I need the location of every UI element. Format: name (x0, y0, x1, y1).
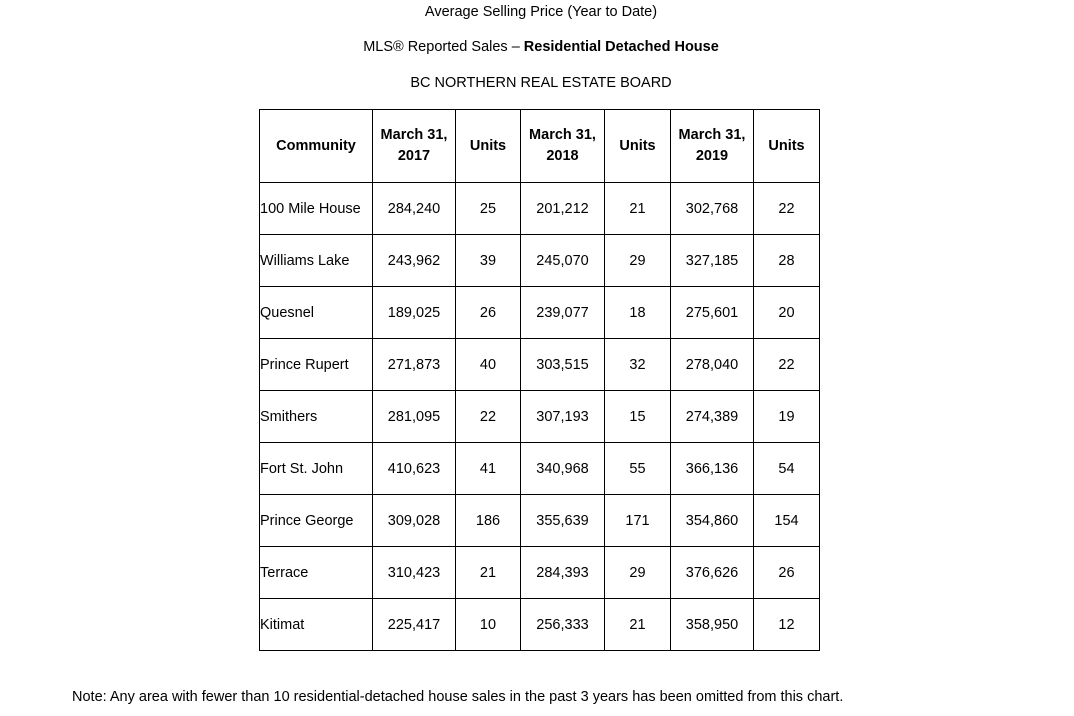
price-cell: 410,623 (373, 443, 456, 495)
price-cell: 278,040 (671, 339, 754, 391)
column-header-line: Units (469, 137, 507, 154)
subtitle-property-type: Residential Detached House (523, 39, 719, 55)
table-row (260, 235, 820, 287)
price-cell: 310,423 (373, 547, 456, 599)
price-cell: 327,185 (671, 235, 754, 287)
units-cell: 22 (754, 183, 820, 235)
table-row (260, 287, 820, 339)
community-cell: 100 Mile House (260, 183, 373, 235)
column-header-line: March 31, (380, 127, 448, 143)
column-header (671, 110, 754, 183)
units-cell: 39 (456, 235, 521, 287)
price-cell: 366,136 (671, 443, 754, 495)
column-header (754, 110, 820, 183)
units-cell: 22 (456, 391, 521, 443)
price-cell: 275,601 (671, 287, 754, 339)
column-header-line: 2017 (397, 148, 431, 164)
units-cell: 20 (754, 287, 820, 339)
column-header-line: Units (768, 137, 805, 154)
price-cell: 271,873 (373, 339, 456, 391)
price-cell: 355,639 (521, 495, 605, 547)
units-cell: 26 (754, 547, 820, 599)
units-cell: 21 (605, 183, 671, 235)
sales-table (259, 109, 820, 651)
units-cell: 55 (605, 443, 671, 495)
units-cell: 32 (605, 339, 671, 391)
price-cell: 307,193 (521, 391, 605, 443)
column-header-line: 2018 (546, 148, 579, 164)
units-cell: 154 (754, 495, 820, 547)
community-cell: Prince George (260, 495, 373, 547)
units-cell: 186 (456, 495, 521, 547)
price-cell: 303,515 (521, 339, 605, 391)
units-cell: 28 (754, 235, 820, 287)
column-header (456, 110, 521, 183)
column-header (373, 110, 456, 183)
price-cell: 376,626 (671, 547, 754, 599)
column-header (521, 110, 605, 183)
units-cell: 19 (754, 391, 820, 443)
units-cell: 21 (456, 547, 521, 599)
community-cell: Prince Rupert (260, 339, 373, 391)
units-cell: 22 (754, 339, 820, 391)
community-cell: Kitimat (260, 599, 373, 651)
price-cell: 225,417 (373, 599, 456, 651)
price-cell: 309,028 (373, 495, 456, 547)
units-cell: 41 (456, 443, 521, 495)
table-row (260, 183, 820, 235)
units-cell: 171 (605, 495, 671, 547)
units-cell: 21 (605, 599, 671, 651)
price-cell: 284,240 (373, 183, 456, 235)
price-cell: 302,768 (671, 183, 754, 235)
price-cell: 201,212 (521, 183, 605, 235)
price-cell: 354,860 (671, 495, 754, 547)
units-cell: 29 (605, 547, 671, 599)
column-header-line: March 31, (529, 127, 596, 143)
price-cell: 256,333 (521, 599, 605, 651)
page-title: Average Selling Price (Year to Date) (424, 4, 658, 20)
community-cell: Williams Lake (260, 235, 373, 287)
price-cell: 281,095 (373, 391, 456, 443)
column-header (260, 110, 373, 183)
column-header-line: March 31, (678, 127, 746, 143)
column-header-line: Community (276, 137, 356, 154)
price-cell: 340,968 (521, 443, 605, 495)
units-cell: 25 (456, 183, 521, 235)
table-row (260, 443, 820, 495)
table-row (260, 339, 820, 391)
column-header (605, 110, 671, 183)
price-cell: 245,070 (521, 235, 605, 287)
board-name: BC NORTHERN REAL ESTATE BOARD (410, 75, 672, 91)
community-cell: Fort St. John (260, 443, 373, 495)
units-cell: 15 (605, 391, 671, 443)
table-row (260, 547, 820, 599)
table-row (260, 391, 820, 443)
price-cell: 189,025 (373, 287, 456, 339)
column-header-line: 2019 (695, 148, 729, 164)
units-cell: 10 (456, 599, 521, 651)
price-cell: 239,077 (521, 287, 605, 339)
units-cell: 12 (754, 599, 820, 651)
community-cell: Terrace (260, 547, 373, 599)
units-cell: 18 (605, 287, 671, 339)
units-cell: 29 (605, 235, 671, 287)
community-cell: Quesnel (260, 287, 373, 339)
price-cell: 284,393 (521, 547, 605, 599)
price-cell: 358,950 (671, 599, 754, 651)
footnote: Note: Any area with fewer than 10 residential-detached house sales in the past 3 years has been omitted from this chart. (72, 689, 844, 705)
table-header-row (260, 110, 820, 183)
subtitle-prefix: MLS® Reported Sales – (363, 39, 524, 55)
price-cell: 274,389 (671, 391, 754, 443)
community-cell: Smithers (260, 391, 373, 443)
column-header-line: Units (619, 137, 656, 154)
units-cell: 26 (456, 287, 521, 339)
units-cell: 40 (456, 339, 521, 391)
price-cell: 243,962 (373, 235, 456, 287)
report-subtitle (0, 38, 1074, 56)
table-body (260, 183, 820, 651)
table-row (260, 599, 820, 651)
units-cell: 54 (754, 443, 820, 495)
table-row (260, 495, 820, 547)
